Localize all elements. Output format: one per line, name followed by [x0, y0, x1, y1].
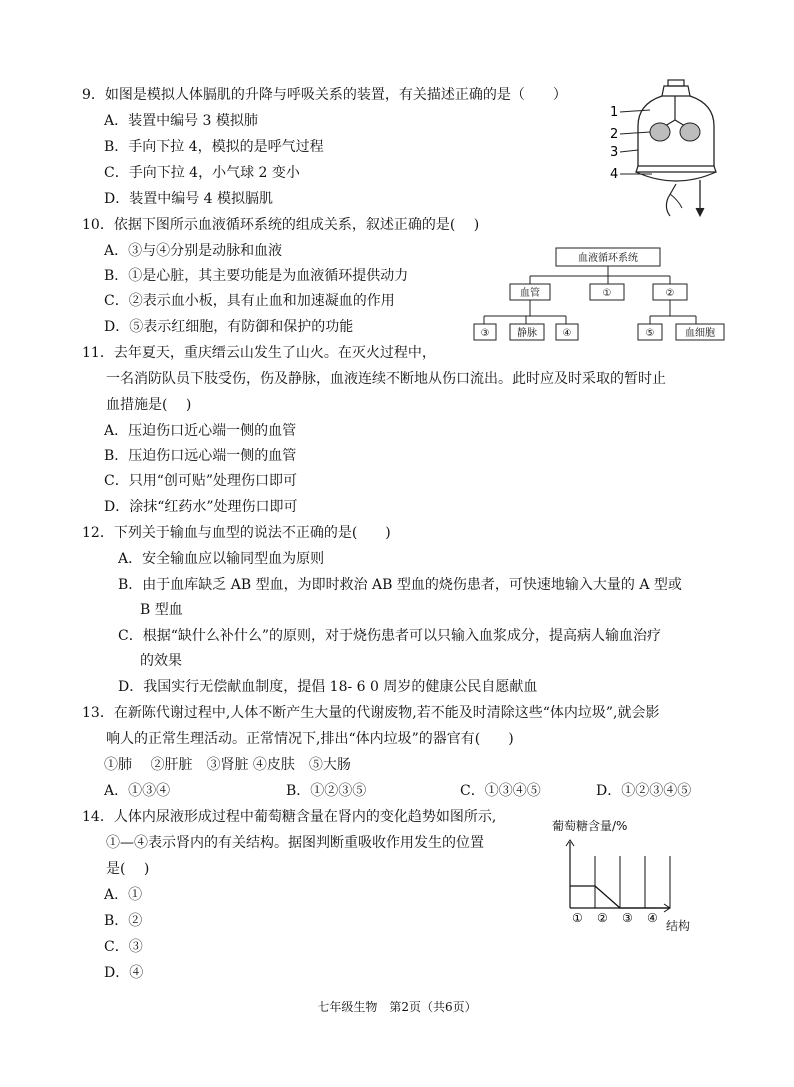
chart-xlabel: 结构 [666, 919, 691, 933]
chart-ylabel: 葡萄糖含量/% [552, 819, 628, 833]
q14-glucose-chart [546, 816, 696, 936]
q13-organs: ①肺 ②肝脏 ③肾脏 ④皮肤 ⑤大肠 [104, 757, 351, 773]
diagram-root: 血液循环系统 [578, 253, 638, 264]
diagram-node-3: ③ [480, 328, 490, 339]
fig-label-4: 4 [610, 167, 619, 182]
q10-option-d: D．⑤表示红细胞，有防御和保护的功能 [104, 319, 354, 335]
q9-option-d: D．装置中编号 4 模拟膈肌 [104, 191, 274, 207]
chart-tick-label: ① [572, 911, 583, 925]
q13-option-c: C．①③④⑤ [460, 783, 541, 799]
q11-line-3: 血措施是( ) [106, 397, 192, 413]
q12-option-d: D．我国实行无偿献血制度，提倡 18- 6 0 周岁的健康公民自愿献血 [118, 679, 538, 695]
fig-label-3: 3 [610, 145, 619, 160]
q13-option-b: B．①②③⑤ [286, 783, 367, 799]
q9-option-c: C．手向下拉 4，小气球 2 变小 [104, 165, 300, 181]
q12-option-b-cont: B 型血 [140, 602, 183, 618]
q9-option-a: A．装置中编号 3 模拟肺 [104, 113, 258, 129]
q13-option-a: A．①③④ [104, 783, 171, 799]
q14-option-c: C．③ [104, 939, 143, 955]
q9-option-b: B．手向下拉 4，模拟的是呼气过程 [104, 139, 324, 155]
fig-label-2: 2 [610, 127, 619, 142]
diagram-node-5: ⑤ [645, 328, 655, 339]
q10-option-a: A．③与④分别是动脉和血液 [104, 243, 283, 259]
q10-option-c: C．②表示血小板，具有止血和加速凝血的作用 [104, 293, 395, 309]
q9-bell-jar-figure [608, 76, 718, 224]
q9-stem: 9．如图是模拟人体膈肌的升降与呼吸关系的装置，有关描述正确的是（ ） [82, 87, 567, 103]
diagram-node-1: ① [602, 288, 612, 299]
q14-line-2: ①—④表示肾内的有关结构。据图判断重吸收作用发生的位置 [106, 835, 484, 851]
q10-stem: 10．依据下图所示血液循环系统的组成关系，叙述正确的是( ) [82, 217, 480, 233]
q11-option-c: C．只用“创可贴”处理伤口即可 [104, 473, 298, 489]
q13-line-2: 响人的正常生理活动。正常情况下,排出“体内垃圾”的器官有( ) [106, 731, 514, 747]
q11-line-2: 一名消防队员下肢受伤，伤及静脉，血液连续不断地从伤口流出。此时应及时采取的暂时止 [106, 371, 666, 387]
q12-option-c: C．根据“缺什么补什么”的原则，对于烧伤患者可以只输入血浆成分，提高病人输血治疗 [118, 628, 662, 644]
diagram-node-vein: 静脉 [517, 328, 537, 339]
q12-option-a: A．安全输血应以输同型血为原则 [118, 551, 325, 567]
q12-stem: 12．下列关于输血与血型的说法不正确的是( ) [82, 525, 391, 541]
diagram-node-blood-cell: 血细胞 [685, 328, 715, 339]
q14-option-b: B．② [104, 913, 143, 929]
chart-tick-label: ③ [622, 911, 633, 925]
q11-option-b: B．压迫伤口远心端一侧的血管 [104, 448, 297, 464]
q11-option-d: D．涂抹“红药水”处理伤口即可 [104, 499, 298, 515]
diagram-node-2: ② [665, 288, 675, 299]
chart-tick-label: ④ [647, 911, 658, 925]
q11-line-1: 11．去年夏天，重庆缙云山发生了山火。在灭火过程中， [82, 345, 436, 361]
page-footer: 七年级生物 第2页（共6页） [317, 1000, 477, 1014]
q13-option-d: D．①②③④⑤ [596, 783, 692, 799]
q14-option-d: D．④ [104, 965, 144, 981]
q10-option-b: B．①是心脏，其主要功能是为血液循环提供动力 [104, 268, 409, 284]
diagram-node-4: ④ [562, 328, 572, 339]
q11-option-a: A．压迫伤口近心端一侧的血管 [104, 423, 297, 439]
q14-option-a: A．① [104, 887, 143, 903]
chart-tick-label: ② [597, 911, 608, 925]
q14-line-3: 是( ) [106, 861, 150, 877]
fig-label-1: 1 [610, 105, 619, 120]
q14-line-1: 14．人体内尿液形成过程中葡萄糖含量在肾内的变化趋势如图所示, [82, 809, 497, 825]
q13-line-1: 13．在新陈代谢过程中,人体不断产生大量的代谢废物,若不能及时清除这些“体内垃圾”,就会影 [82, 705, 660, 721]
q12-option-b: B．由于血库缺乏 AB 型血，为即时救治 AB 型血的烧伤患者，可快速地输入大量的 A 型或 [118, 577, 682, 593]
q10-blood-circulation-diagram [470, 244, 730, 344]
q12-option-c-cont: 的效果 [140, 653, 182, 669]
diagram-node-vessel: 血管 [520, 288, 540, 299]
